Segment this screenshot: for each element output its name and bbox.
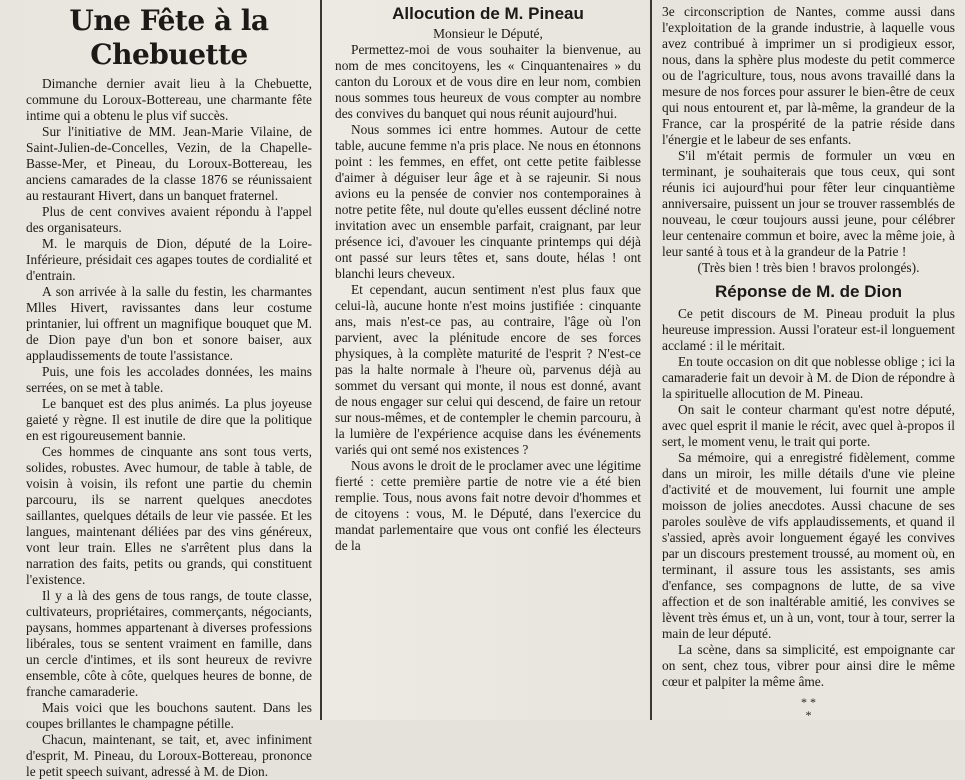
article-paragraph: Puis, une fois les accolades données, les mains serrées, on se met à table. (26, 364, 312, 395)
article-paragraph: Chacun, maintenant, se tait, et, avec infiniment d'esprit, M. Pineau, du Loroux-Bottereau, prononce le petit speech suivant, adressé à M. de Dion. (26, 732, 312, 779)
asterism-ornament: * * * (801, 695, 816, 722)
speech-continuation-paragraph: 3e circonscription de Nantes, comme aussi dans l'exploitation de la grande industrie, à laquelle vous avez contribué à imprimer un si prodigieux essor, nous, dans la sphère plus modeste du petit commerce ou de l'agriculture, tous, nous avons travaillé dans la mesure de nos forces pour assurer le bien-être de ceux qui nous entourent et, par là-même, la grandeur de la France, car la prospérité de la patrie réside dans l'énergie et le labeur de ses enfants. (662, 4, 955, 147)
speech-paragraph: Permettez-moi de vous souhaiter la bienvenue, au nom de mes concitoyens, les « Cinquantenaires » du canton du Loroux et de vous dire en leur nom, combien nous sommes tous heureux de vous compter au nombre des convives du banquet qui nous réunit aujourd'hui. (335, 42, 641, 121)
article-paragraph: M. le marquis de Dion, député de la Loire-Inférieure, présidait ces agapes toutes de cordialité et d'entrain. (26, 236, 312, 283)
column-middle (325, 0, 649, 720)
speech-paragraph: Et cependant, aucun sentiment n'est plus faux que celui-là, aucune honte n'est moins justifiée : cinquante ans, mais n'est-ce pas, au contraire, l'âge où l'on parvient, avec la plénitude encore de ses forces physiques, à la complète maturité de l'esprit ? N'est-ce pas la halte normale à l'heure où, parvenus déjà au sommet du versant qui monte, il nous est donné, avant de nous engager sur celui qui descend, de faire un retour sur nous-mêmes, et de contempler le chemin parcouru, à la lumière de l'expérience acquise dans les événements variés qui ont semé nos existences ? (335, 282, 641, 457)
speech-paragraph: Nous sommes ici entre hommes. Autour de cette table, aucune femme n'a pris place. Ne nous en étonnons point : les femmes, en effet, ont cette petite faiblesse d'aimer à déguiser leur âge et à se rajeunir. Si nous avions eu la pensée de convier nos contemporaines à notre petite fête, nul doute qu'elles eussent décliné notre invitation avec un ensemble parfait, craignant, par leur présence ici, d'avouer les cinquante printemps qui déjà ont passé sur leurs têtes et, sans doute, hélas ! ont blanchi leurs cheveux. (335, 122, 641, 281)
column-left (0, 0, 320, 779)
article-paragraph: Plus de cent convives avaient répondu à l'appel des organisateurs. (26, 204, 312, 235)
reponse-paragraph: La scène, dans sa simplicité, est empoignante car on sent, chez tous, vibrer pour ainsi dire le même cœur et palpiter la même âme. (662, 642, 955, 689)
article-paragraph: A son arrivée à la salle du festin, les charmantes Mlles Hivert, ravissantes dans leur costume printanier, lui offrent un magnifique bouquet que M. de Dion paye d'un bon et sonore baiser, aux applaudissements de toute l'assistance. (26, 284, 312, 363)
column-divider (650, 0, 652, 720)
article-paragraph: Ces hommes de cinquante ans sont tous verts, solides, robustes. Avec humour, de table à table, de voisin à voisin, ils refont une partie du chemin parcouru, ils se narrent quelques anecdotes saillantes, quelques détails de leur vie passée. Et les langues, maintenant déliées par des vins généreux, vont leur train. Elles ne s'arrêtent plus dans la narration des faits, petits ou grands, qui constituent l'existence. (26, 444, 312, 587)
reponse-paragraph: On sait le conteur charmant qu'est notre député, avec quel esprit il manie le récit, avec quel à-propos il sert, le moment venu, le trait qui porte. (662, 402, 955, 449)
article-paragraph: Mais voici que les bouchons sautent. Dans les coupes brillantes le champagne pétille. (26, 700, 312, 731)
column-right (654, 0, 965, 720)
speech-paragraph: Nous avons le droit de le proclamer avec une légitime fierté : cette première partie de notre vie a été bien remplie. Tous, nous avons fait notre devoir d'hommes et de citoyens : vous, M. le Député, dans l'exercice du mandat parlementaire que vous ont confié les électeurs de la (335, 458, 641, 553)
article-paragraph: Dimanche dernier avait lieu à la Chebuette, commune du Loroux-Bottereau, une charmante fête intime qui a obtenu le plus vif succès. (26, 76, 312, 123)
applause-note: (Très bien ! très bien ! bravos prolongés). (697, 260, 920, 275)
reponse-paragraph: En toute occasion on dit que noblesse oblige ; ici la camaraderie fait un devoir à M. de Dion de répondre à la spirituelle allocution de M. Pineau. (662, 354, 955, 401)
reponse-paragraph: Sa mémoire, qui a enregistré fidèlement, comme dans un miroir, les mille détails d'une vie pleine d'activité et de mouvement, lui fournit une ample moisson de jolies anecdotes. Aussi chacune de ses paroles soulève de vifs applaudissements, et quand il s'assied, après avoir longuement égayé les convives par un discours prestement troussé, au moment où, en terminant, il assure tous les assistants, ses amis d'enfance, ses compagnons de lutte, de sa vive affection et de son inaltérable amitié, les convives se lèvent très émus et, un à un, vont, tour à tour, serrer la main de leur député. (662, 450, 955, 641)
article-paragraph: Le banquet est des plus animés. La plus joyeuse gaieté y règne. Il est inutile de dire que la politique en est rigoureusement bannie. (26, 396, 312, 443)
column-divider (320, 0, 322, 720)
speech-continuation-paragraph: S'il m'était permis de formuler un vœu en terminant, je souhaiterais que tous ceux, qui sont réunis ici aujourd'hui pour fêter leur cinquantième anniversaire, puissent un jour se trouver rassemblés de nouveau, le cœur toujours aussi jeune, pour célébrer leur centenaire commun et boire, avec la même joie, à leur santé à tous et à la grandeur de la Patrie ! (662, 148, 955, 259)
reponse-paragraph: Ce petit discours de M. Pineau produit la plus heureuse impression. Aussi l'orateur est-il longuement acclamé : il le méritait. (662, 306, 955, 353)
article-paragraph: Sur l'initiative de MM. Jean-Marie Vilaine, de Saint-Julien-de-Concelles, Vezin, de la Chapelle-Basse-Mer, et Pineau, du Loroux-Bottereau, les anciens camarades de la classe 1876 se réunissaient au restaurant Hivert, dans un banquet fraternel. (26, 124, 312, 203)
salutation: Monsieur le Député, (433, 26, 543, 41)
allocution-title: Allocution de M. Pineau (392, 4, 584, 23)
article-title: Une Fête à la Chebuette (69, 4, 269, 71)
reponse-title: Réponse de M. de Dion (714, 282, 903, 301)
article-paragraph: Il y a là des gens de tous rangs, de toute classe, cultivateurs, propriétaires, commerçants, négociants, paysans, hommes appartenant à diverses professions libérales, tous se sentent vraiment en famille, dans un cercle d'intimes, et ils sont heureux de revivre ensemble, côte à côte, quelques heures de bonne, de franche camaraderie. (26, 588, 312, 699)
